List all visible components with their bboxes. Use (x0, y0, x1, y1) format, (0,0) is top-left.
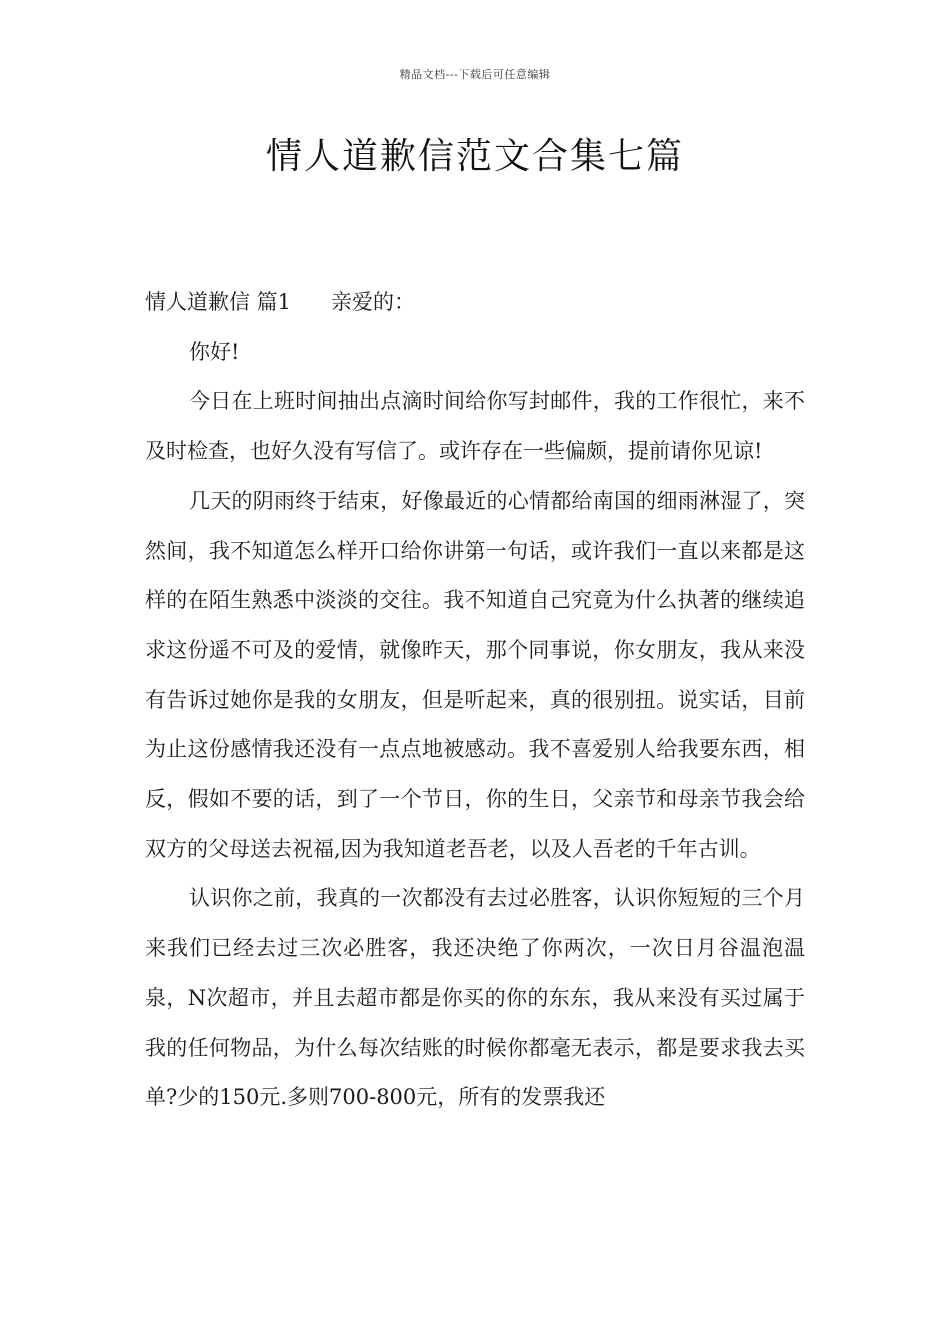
document-title: 情人道歉信范文合集七篇 (265, 136, 684, 177)
header-note: 精品文档---下载后可任意编辑 (399, 68, 551, 81)
section-heading-line (145, 278, 805, 328)
paragraph: 认识你之前，我真的一次都没有去过必胜客，认识你短短的三个月来我们已经去过三次必胜客，我还决绝了你两次，一次日月谷温泡温泉，N次超市，并且去超市都是你买的你的东东，我从来没有买过属于我的任何物品，为什么每次结账的时候你都毫无表示，都是要求我去买单?少的150元.多则700-800元，所有的发票我还 (145, 886, 805, 1110)
paragraph-greeting: 你好! (189, 339, 240, 364)
paragraph: 几天的阴雨终于结束，好像最近的心情都给南国的细雨淋湿了，突然间，我不知道怎么样开口给你讲第一句话，或许我们一直以来都是这样的在陌生熟悉中淡淡的交往。我不知道自己究竟为什么执著的继续追求这份遥不可及的爱情，就像昨天，那个同事说，你女朋友，我从来没有告诉过她你是我的女朋友，但是听起来，真的很别扭。说实话，目前为止这份感情我还没有一点点地被感动。我不喜爱别人给我要东西，相反，假如不要的话，到了一个节日，你的生日，父亲节和母亲节我会给双方的父母送去祝福,因为我知道老吾老，以及人吾老的千年古训。 (145, 488, 805, 861)
section-label: 情人道歉信 篇1 (145, 290, 292, 314)
paragraph: 今日在上班时间抽出点滴时间给你写封邮件，我的工作很忙，来不及时检查，也好久没有写信了。或许存在一些偏颇，提前请你见谅! (145, 389, 805, 464)
document-body (145, 278, 805, 1123)
salutation: 亲爱的： (331, 290, 416, 314)
